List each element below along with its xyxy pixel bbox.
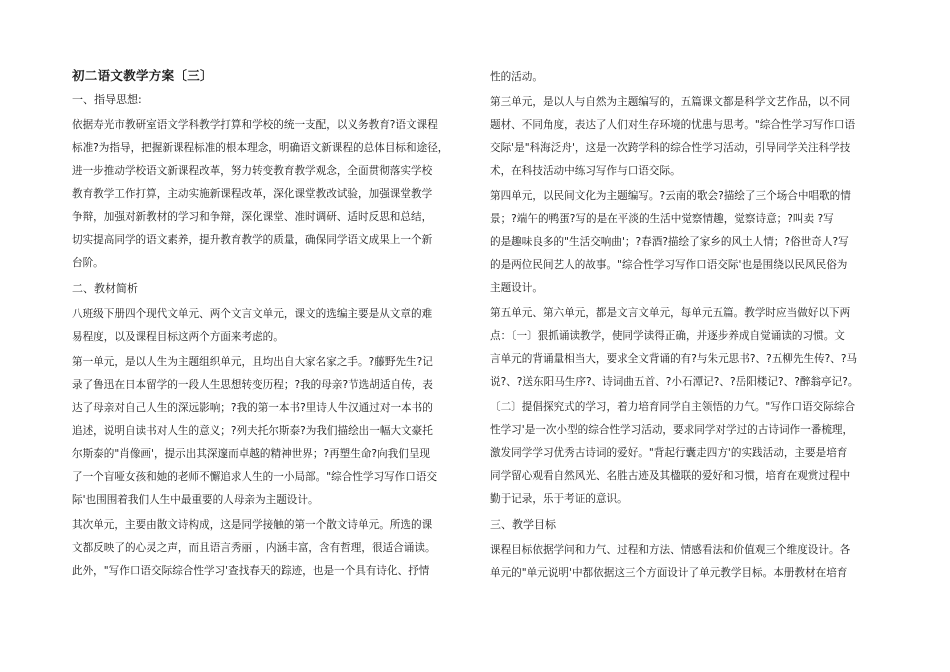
text-line: 主题设计。: [490, 282, 543, 294]
text-line: 台阶。: [72, 257, 104, 269]
text-line: 题材、不同角度，表达了人们对生存环境的忧患与思考。"综合性学习写作口语: [490, 119, 856, 131]
text-line: 争辩，加强对新教材的学习和争辩，深化课堂、准时调研、适时反思和总结，: [72, 211, 433, 223]
section-heading-textbook-analysis: 二、教材简析: [72, 282, 138, 295]
text-line: 尔斯泰的"肖像画'，提示出其深邃而卓越的精神世界；?再塑生命?向我们呈现: [72, 448, 431, 460]
text-line: 第一单元，是以人生为主题组织单元，且均出自大家名家之手。?藤野先生?记: [72, 356, 433, 368]
text-line: 依据寿光市教研室语文学科教学打算和学校的统一支配，以义务教育?语文课程: [72, 119, 438, 131]
paragraph-units-five-six: [490, 302, 882, 394]
text-line: 第五单元、第六单元，都是文言文单元，每单元五篇。教学时应当做好以下两: [490, 307, 851, 319]
text-line: 文都反映了的心灵之声，而且语言秀丽 ，内涵丰富，含有哲理，很适合诵读。: [72, 542, 436, 554]
text-line: 交际'是"科海泛舟'，这是一次跨学科的综合性学习活动，引导同学关注科学技: [490, 142, 851, 154]
paragraph-unit-two: [72, 514, 464, 583]
paragraph-unit-two-continued: [490, 66, 882, 89]
text-line: 的是两位民间艺人的故事。"综合性学习写作口语交际'也是围绕以民风民俗为: [490, 259, 848, 271]
text-line: 第四单元，以民间文化为主题编写。?云南的歌会?描绘了三个场合中唱歌的情: [490, 190, 851, 202]
text-line: 此外，"写作口语交际综合性学习'查找春天的踪迹，也是一个具有诗化、抒情: [72, 565, 430, 577]
text-line: 其次单元，主要由散文诗构成，这是同学接触的第一个散文诗单元。所选的课: [72, 519, 433, 531]
paragraph-teaching-goals: [490, 539, 882, 585]
text-line: 同学留心观看自然风光、名胜古迹及其楹联的爱好和习惯，培育在观赏过程中: [490, 470, 851, 482]
section-heading-guiding-ideology: 一、指导思想:: [72, 93, 142, 106]
text-line: 点：〔一〕狠抓诵读教学，使同学读得正确，并逐步养成自觉诵读的习惯。文: [490, 330, 845, 342]
document-title: 初二语文教学方案〔三〕: [72, 68, 213, 83]
text-line: 追述，说明自读书对人生的意义；?列夫托尔斯泰?为我们描绘出一幅大文豪托: [72, 425, 433, 437]
text-line: 易程度，以及课程目标这两个方面来考虑的。: [72, 331, 284, 343]
text-line: 八班级下册四个现代文单元、两个文言文单元，课文的选编主要是从文章的难: [72, 308, 433, 320]
right-column: [490, 66, 882, 587]
text-line: 达了母亲对自己人生的深远影响；?我的第一本书?里诗人牛汉通过对一本书的: [72, 402, 433, 414]
text-line: 切实提高同学的语文素养，提升教育教学的质量，确保同学语文成果上一个新: [72, 234, 433, 246]
text-line: 单元的"单元说明'中都依据这三个方面设计了单元教学目标。本册教材在培育: [490, 567, 848, 579]
text-line: 课程目标依据学问和力气、过程和方法、情感看法和价值观三个维度设计。各: [490, 544, 851, 556]
text-line: 言单元的背诵量相当大，要求全文背诵的有?与朱元思书?、?五柳先生传?、?马: [490, 353, 858, 365]
paragraph-inquiry-learning: [490, 396, 882, 511]
paragraph-unit-three: [490, 91, 882, 183]
text-line: 勤于记录，乐于考证的意识。: [490, 493, 628, 505]
text-line: 进一步推动学校语文新课程改革，努力转变教育教学观念，全面贯彻落实学校: [72, 165, 433, 177]
text-line: 标准?为指导，把握新课程标准的根本理念，明确语文新课程的总体目标和途径，: [72, 142, 449, 154]
section-heading-teaching-goals: 三、教学目标: [490, 518, 556, 531]
paragraph-unit-four: [490, 185, 882, 300]
text-line: 的是趣味良多的"生活交响曲'；?春酒?描绘了家乡的风土人情；?俗世奇人?写: [490, 236, 849, 248]
paragraph-textbook-overview: [72, 303, 464, 349]
text-line: 教育教学工作打算，主动实施新课程改革，深化课堂教改试验，加强课堂教学: [72, 188, 433, 200]
left-column: [72, 66, 464, 585]
text-line: 性的活动。: [490, 71, 543, 83]
text-line: 激发同学学习优秀古诗词的爱好。"背起行囊走四方'的实践活动，主要是培育: [490, 447, 848, 459]
text-line: 际'也围围着我们人生中最重要的人母亲为主题设计。: [72, 494, 319, 506]
text-line: 景；?端午的鸭蛋?写的是在平淡的生活中觉察情趣，觉察诗意；?叫卖 ?写: [490, 213, 834, 225]
paragraph-unit-one: [72, 351, 464, 512]
text-line: 〔二〕提倡探究式的学习，着力培育同学自主领悟的力气。"写作口语交际综合: [490, 401, 856, 413]
paragraph-guiding-ideology: [72, 114, 464, 275]
text-line: 性学习'是一次小型的综合性学习活动，要求同学对学过的古诗词作一番梳理，: [490, 424, 854, 436]
text-line: 术，在科技活动中练习写作与口语交际。: [490, 165, 681, 177]
text-line: 录了鲁迅在日本留学的一段人生思想转变历程；?我的母亲?节选胡适自传，表: [72, 379, 433, 391]
text-line: 第三单元，是以人与自然为主题编写的，五篇课文都是科学文艺作品，以不同: [490, 96, 851, 108]
text-line: 了一个盲哑女孩和她的老师不懈追求人生的一小局部。"综合性学习写作口语交: [72, 471, 438, 483]
text-line: 说?、?送东阳马生序?、诗词曲五首、?小石潭记?、?岳阳楼记?、?醉翁亭记?。: [490, 376, 859, 388]
